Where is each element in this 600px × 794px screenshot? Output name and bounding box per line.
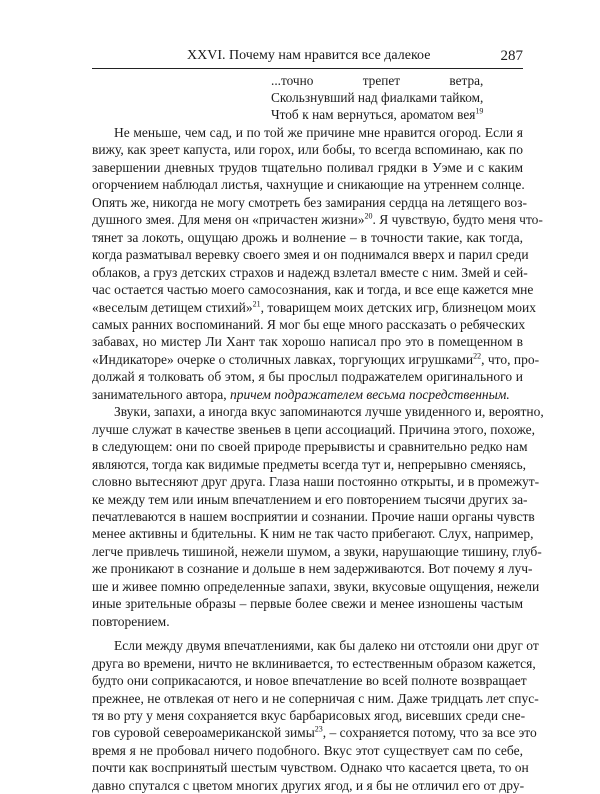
text-segment: занимательного автора, [92, 386, 230, 402]
text-line: словно вытесняют друг друга. Глаза наши постоянно открыты, и в промежут- [92, 474, 540, 490]
text-line: Звуки, запахи, а иногда вкус запоминаются лучше увиденного и, вероятно, [114, 404, 544, 420]
text-line: иные зрительные образы – первые более свежи и менее изношены частым [92, 596, 523, 612]
text-line: самых ранних воспоминаний. Я мог бы еще много рассказать о ребяческих [92, 316, 526, 332]
text-line: в следующем: они по своей природе прерывисты и сравнительно редко нам [92, 439, 528, 455]
paragraph [92, 637, 539, 794]
text-line [92, 724, 537, 741]
epigraph-line-text: Чтоб к нам вернуться, ароматом вея [271, 107, 476, 122]
text-line: прежнее, не отвлекая от него и не соперничая с ним. Даже тридцать лет спус- [92, 690, 539, 706]
text-line: должай я толковать об этом, я бы прослыл подражателем оригинального и [92, 369, 523, 385]
text-line: Если между двумя впечатлениями, как бы далеко ни отстояли они друг от [114, 638, 539, 654]
text-line: время я не пробовал ничего подобного. Вкус этот существует сам по себе, [92, 742, 523, 758]
running-header [92, 46, 523, 66]
paragraph [92, 403, 544, 630]
text-line: Не меньше, чем сад, и по той же причине мне нравится огород. Если я [114, 125, 523, 140]
text-line: ше и живее помню определенные запахи, звуки, вкусовые ощущения, нежели [92, 578, 540, 594]
text-line: являются, тогда как видимые предметы всегда тут и, непрерывно сменяясь, [92, 456, 527, 472]
footnote-ref: 19 [475, 106, 484, 116]
paragraph [92, 124, 543, 403]
text-line: тянет за локоть, ощущаю дрожь и волнение – в точности такие, как тогда, [92, 229, 523, 245]
text-line: час остается частью моего самосознания, как и тогда, и все еще кажется мне [92, 282, 534, 298]
text-line [92, 299, 536, 316]
text-line: облаков, а груз детских страхов и надежд взлетал вместе с ним. Змей и сей- [92, 264, 528, 280]
text-line [92, 386, 523, 403]
page-number: 287 [500, 48, 523, 64]
epigraph [271, 72, 483, 123]
text-line: завершении дневных трудов тщательно поливал грядки в Уэме и с каким [92, 159, 523, 175]
body-text [92, 124, 544, 794]
text-line: огорчением наблюдал листья, чахнущие и сникающие на утреннем солнце. [92, 177, 525, 193]
epigraph-line: ...точно трепет ветра, [271, 73, 484, 88]
text-segment: «веселым детищем стихий» [92, 299, 253, 315]
text-line: когда разматывал веревку своего змея и он поднимался вверх и парил среди [92, 247, 529, 263]
text-line: повторением. [92, 613, 170, 629]
text-line: менее активны и бдительны. К ним не так часто прибегают. Слух, например, [92, 526, 534, 542]
text-line: давно спутался с цветом многих других ягод, и я бы не отличил его от дру- [92, 777, 525, 793]
header-rule [92, 68, 523, 69]
text-segment: , что, про- [481, 351, 540, 367]
text-segment: . Я чувствую, будто меня что- [372, 212, 543, 228]
text-line: лучше служат в качестве звеньев в цепи ассоциаций. Причина этого, похоже, [92, 421, 536, 437]
text-segment: «Индикаторе» очерке о столичных лавках, торгующих игрушками [92, 351, 474, 367]
text-line: Опять же, никогда не могу смотреть без замирания сердца на летящего воз- [92, 194, 527, 210]
text-segment: , товарищем моих детских игр, близнецом моих [260, 299, 536, 315]
footnote-ref: 21 [252, 299, 261, 309]
paragraph-gap [92, 630, 523, 637]
text-line: ке между тем или иным впечатлением и его повторением тысячи других за- [92, 491, 528, 507]
text-line: легче привлечь тишиной, нежели шумом, а звуки, нарушающие тишину, глуб- [92, 543, 542, 559]
text-line: друга во времени, ничто не вклинивается, то естественным образом кажется, [92, 655, 536, 671]
italic-phrase: причем подражателем весьма посредственным. [229, 386, 510, 402]
text-segment: , – сохраняется потому, что за все это [322, 725, 537, 741]
chapter-title: XXVI. Почему нам нравится все далекое [187, 48, 431, 63]
epigraph-line [271, 106, 483, 123]
text-line: забавах, но мистер Ли Хант так хорошо написал про это в помещенном в [92, 334, 523, 350]
text-segment: гов суровой североамериканской зимы [92, 725, 315, 741]
footnote-ref: 20 [364, 211, 373, 221]
footnote-ref: 23 [314, 724, 323, 734]
text-line [92, 211, 543, 228]
text-line: вижу, как зреет капуста, или горох, или бобы, то всегда вспоминаю, как по [92, 142, 523, 158]
text-line: почти как воспринятый шестым чувством. Однако что касается цвета, то он [92, 760, 529, 776]
text-line: тя во рту у меня сохраняется вкус барбарисовых ягод, висевших среди сне- [92, 707, 526, 723]
text-segment: душного змея. Для меня он «причастен жизни» [92, 212, 365, 228]
epigraph-line: Скользнувший над фиалками тайком, [271, 90, 484, 105]
text-line: же проникают в сознание и дольше в нем задерживаются. Вот почему я луч- [92, 561, 533, 577]
text-line: печатлеваются в нашем восприятии и сознании. Прочие наши органы чувств [92, 508, 535, 524]
text-line [92, 351, 540, 368]
footnote-ref: 22 [473, 351, 482, 361]
text-line: будто они соприкасаются, и новое впечатление во всей полноте возвращает [92, 673, 527, 689]
